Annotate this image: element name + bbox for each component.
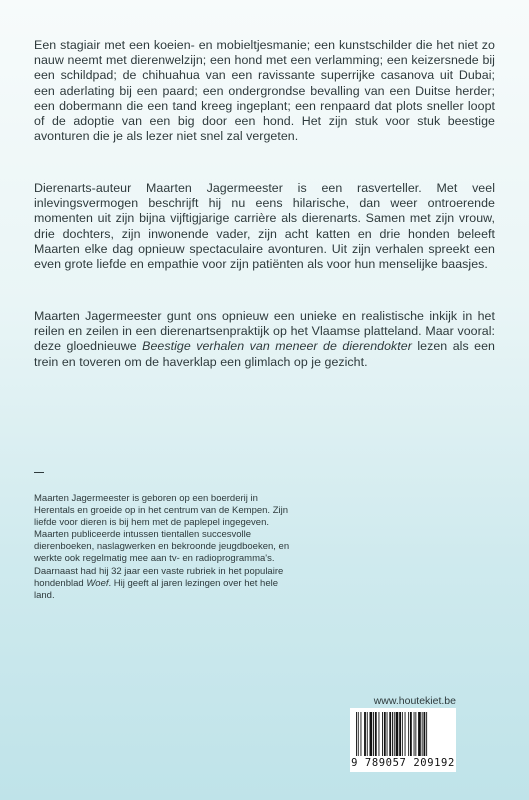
barcode-bar xyxy=(375,712,377,756)
blurb-paragraph-3 xyxy=(34,309,495,370)
barcode-bar xyxy=(414,712,415,756)
magazine-title: Woef xyxy=(86,577,109,589)
blurb-paragraph-3-text-end: lezen als een trein en toveren om de haverklap een glimlach op je gezicht. xyxy=(34,339,495,369)
barcode-bar xyxy=(356,712,357,756)
author-bio-text-start: Maarten Jagermeester is geboren op een boerderij in Herentals en groeide op in het centrum van de Kempen. Zijn liefde voor dieren is bij hem met de paplepel ingegeven. Maarten publiceerde intussen tientallen succesvolle dierenboeken, naslagwerken en bekroonde jeugdboeken, en werkte ook regelmatig mee aan tv- en radioprogramma's. Daarnaast had hij 32 jaar een vaste rubriek in het populaire hondenblad xyxy=(34,493,290,589)
barcode-bar xyxy=(422,712,423,756)
barcode-bar xyxy=(426,712,427,756)
barcode-bar xyxy=(418,712,421,756)
barcode-bar xyxy=(392,712,393,756)
barcode-bar xyxy=(370,712,373,756)
barcode-bar xyxy=(415,712,416,756)
barcode-bar xyxy=(399,712,401,756)
barcode-bar xyxy=(405,712,406,756)
barcode-bar xyxy=(402,712,403,756)
blurb-paragraph-2: Dierenarts-auteur Maarten Jagermeester is een rasverteller. Met veel inlevingsvermogen beschrijft hij nu eens hilarische, dan weer ontroerende momenten uit zijn bijna vijftigjarige carrière als dierenarts. Samen met zijn vrouw, drie dochters, zijn inwonende vader, zijn acht katten en drie honden beleeft Maarten elke dag opnieuw spectaculaire avonturen. Uit zijn verhalen spreekt een even grote liefde en empathie voor zijn patiënten als voor hun menselijke baasjes. xyxy=(34,181,495,272)
barcode-bar xyxy=(367,712,368,756)
barcode-bar xyxy=(424,712,426,756)
separator-dash xyxy=(34,472,44,473)
barcode-bar xyxy=(364,712,366,756)
barcode-bar xyxy=(361,712,362,756)
barcode-bar xyxy=(373,712,374,756)
barcode-bar xyxy=(389,712,391,756)
barcode-bar xyxy=(394,712,395,756)
book-title: Beestige verhalen van meneer de dierendokter xyxy=(142,339,412,354)
isbn-number: 9 789057 209192 xyxy=(351,757,455,769)
publisher-url[interactable]: www.houtekiet.be xyxy=(373,695,456,707)
barcode-bar xyxy=(410,712,412,756)
barcode-bar xyxy=(382,712,383,756)
author-bio-text-end: . Hij geeft al jaren lezingen over het hele land. xyxy=(34,577,279,601)
isbn-barcode xyxy=(350,708,456,772)
barcode-bars-icon xyxy=(356,712,450,756)
blurb-paragraph-1: Een stagiair met een koeien- en mobieltjesmanie; een kunstschilder die het niet zo nauw neemt met dierenwelzijn; een hond met een verlamming; een keizersnede bij een schildpad; de chihuahua van een ravissante superrijke casanova uit Dubai; een aderlating bij een paard; een ondergrondse bevalling van een Duitse herder; een dobermann die een tand kreeg ingeplant; een renpaard dat plots sneller loopt of de adoptie van een big door een hond. Het zijn stuk voor stuk beestige avonturen die je als lezer niet snel zal vergeten. xyxy=(34,38,495,144)
barcode-bar xyxy=(384,712,386,756)
barcode-bar xyxy=(396,712,399,756)
barcode-bar xyxy=(358,712,359,756)
barcode-bar xyxy=(387,712,388,756)
barcode-bar xyxy=(379,712,380,756)
barcode-bar xyxy=(408,712,409,756)
blurb-paragraph-3-text-start: Maarten Jagermeester gunt ons opnieuw een unieke en realistische inkijk in het reilen en zeilen in een dierenartsenpraktijk op het Vlaamse platteland. Maar vooral: deze gloednieuwe xyxy=(34,309,495,354)
author-bio xyxy=(34,493,296,602)
